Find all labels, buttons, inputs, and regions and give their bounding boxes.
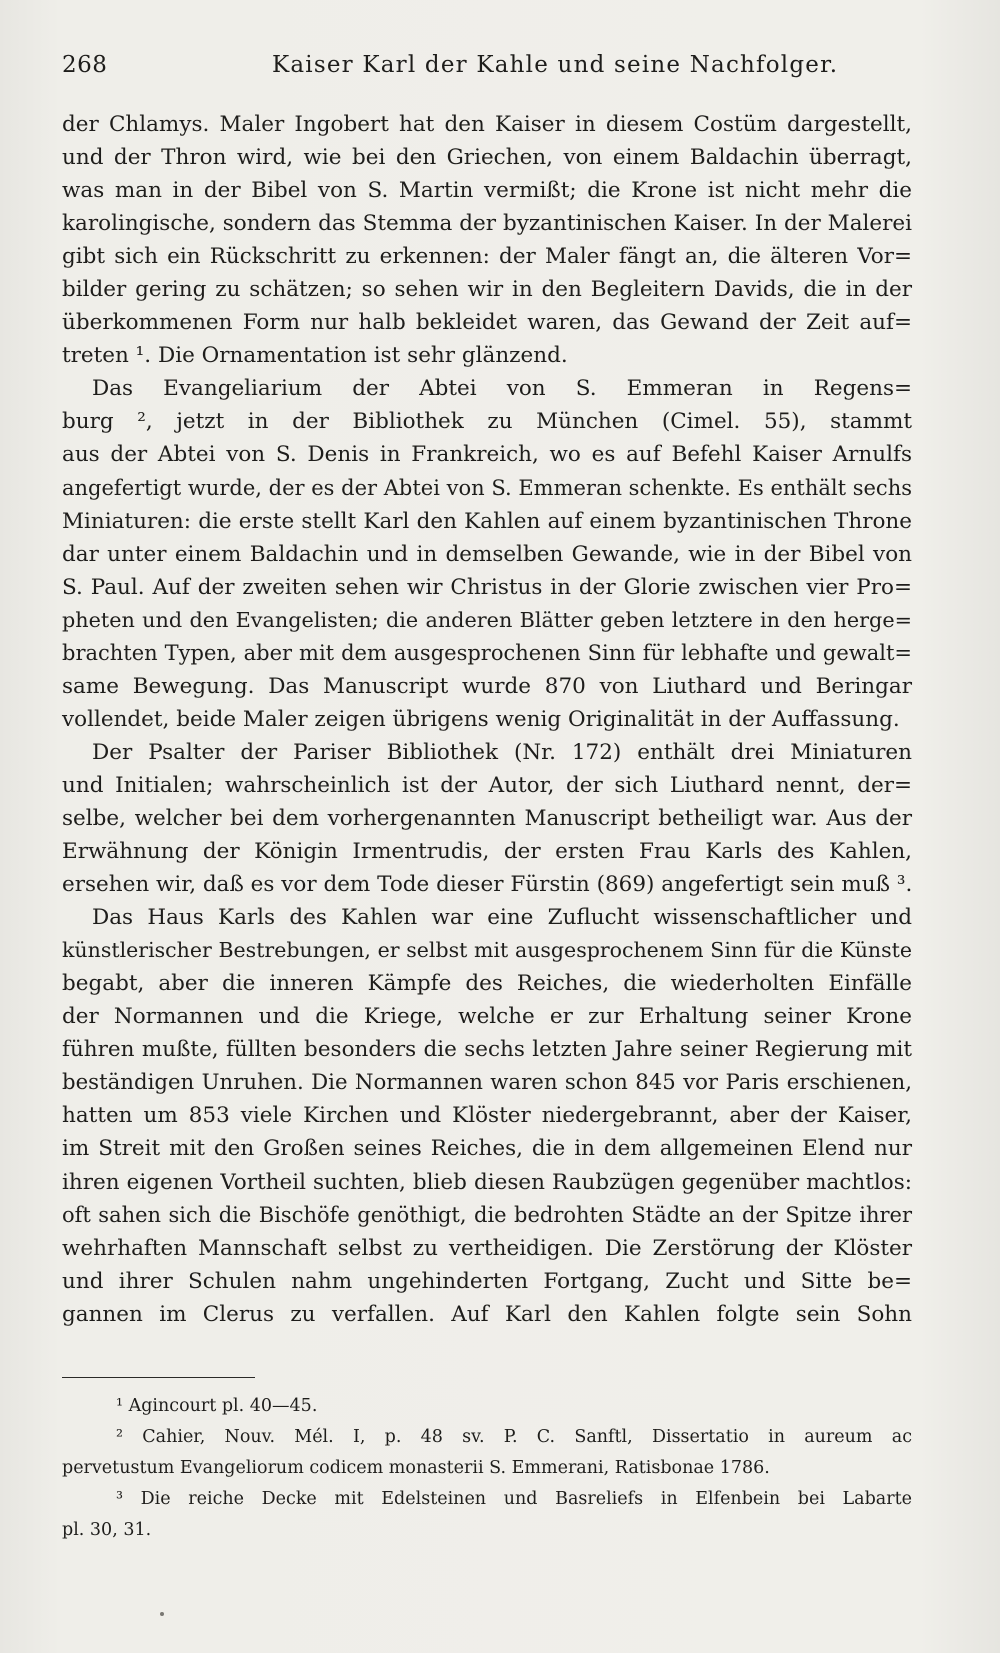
text-line: künstlerischer Bestrebungen, er selbst mit ausgesprochenem Sinn für die Künste [62,938,912,963]
footnote-line: pervetustum Evangeliorum codicem monasterii S. Emmerani, Ratisbonae 1786. [62,1458,770,1478]
text-line: treten ¹. Die Ornamentation ist sehr glänzend. [62,343,568,369]
text-line: ersehen wir, daß es vor dem Tode dieser Fürstin (869) angefertigt sein muß ³. [62,872,913,898]
page-header [62,52,912,86]
footnotes [62,1391,912,1546]
text-line: was man in der Bibel von S. Martin vermißt; die Krone ist nicht mehr die [62,178,912,204]
body-text [62,108,912,1331]
text-line: S. Paul. Auf der zweiten sehen wir Christus in der Glorie zwischen vier Pro= [62,574,912,600]
text-line: wehrhaften Mannschaft selbst zu vertheidigen. Die Zerstörung der Klöster [62,1235,912,1261]
text-line: angefertigt wurde, der es der Abtei von S. Emmeran schenkte. Es enthält sechs [62,475,912,500]
text-line: und ihrer Schulen nahm ungehinderten Fortgang, Zucht und Sitte be= [62,1268,912,1294]
text-line: gannen im Clerus zu verfallen. Auf Karl den Kahlen folgte sein Sohn [62,1301,912,1327]
text-line: und der Thron wird, wie bei den Griechen, von einem Baldachin überragt, [62,145,912,171]
running-title: Kaiser Karl der Kahle und seine Nachfolger. [272,52,839,78]
footnote-separator [62,1377,255,1378]
text-line: der Normannen und die Kriege, welche er zur Erhaltung seiner Krone [62,1004,912,1030]
text-line: pheten und den Evangelisten; die anderen Blätter geben letztere in den herge= [62,607,912,632]
page-number: 268 [62,52,108,78]
text-line: Der Psalter der Pariser Bibliothek (Nr. 172) enthält drei Miniaturen [92,739,912,765]
footnote-line: ³ Die reiche Decke mit Edelsteinen und Basreliefs in Elfenbein bei Labarte [116,1489,912,1509]
text-line: beständigen Unruhen. Die Normannen waren schon 845 vor Paris erschienen, [62,1070,912,1096]
text-line: karolingische, sondern das Stemma der byzantinischen Kaiser. In der Malerei [62,211,912,237]
text-line: führen mußte, füllten besonders die sechs letzten Jahre seiner Regierung mit [62,1037,912,1063]
text-line: ihren eigenen Vortheil suchten, blieb diesen Raubzügen gegenüber machtlos: [62,1169,912,1195]
text-line: aus der Abtei von S. Denis in Frankreich, wo es auf Befehl Kaiser Arnulfs [62,442,912,468]
text-line: Miniaturen: die erste stellt Karl den Kahlen auf einem byzantinischen Throne [62,508,912,534]
footnote-line: pl. 30, 31. [62,1520,152,1540]
footnote-line: ² Cahier, Nouv. Mél. I, p. 48 sv. P. C. Sanftl, Dissertatio in aureum ac [116,1427,912,1447]
text-line: hatten um 853 viele Kirchen und Klöster niedergebrannt, aber der Kaiser, [62,1103,912,1129]
text-line: Das Evangeliarium der Abtei von S. Emmeran in Regens= [92,376,912,402]
text-line: bilder gering zu schätzen; so sehen wir in den Begleitern Davids, die in der [62,277,912,303]
text-line: gibt sich ein Rückschritt zu erkennen: der Maler fängt an, die älteren Vor= [62,244,912,270]
text-line: begabt, aber die inneren Kämpfe des Reiches, die wiederholten Einfälle [62,971,912,997]
text-line: im Streit mit den Großen seines Reiches, die in dem allgemeinen Elend nur [62,1136,912,1162]
text-line: Erwähnung der Königin Irmentrudis, der ersten Frau Karls des Kahlen, [62,839,912,865]
text-line: überkommenen Form nur halb bekleidet waren, das Gewand der Zeit auf= [62,310,912,336]
text-line: vollendet, beide Maler zeigen übrigens wenig Originalität in der Auffassung. [62,706,900,732]
footnote-line: ¹ Agincourt pl. 40—45. [116,1396,318,1416]
text-line: Das Haus Karls des Kahlen war eine Zuflucht wissenschaftlicher und [92,905,912,931]
text-line: und Initialen; wahrscheinlich ist der Autor, der sich Liuthard nennt, der= [62,772,912,798]
text-line: dar unter einem Baldachin und in demselben Gewande, wie in der Bibel von [62,541,912,567]
text-line: selbe, welcher bei dem vorhergenannten Manuscript betheiligt war. Aus der [62,805,912,831]
text-line: oft sahen sich die Bischöfe genöthigt, die bedrohten Städte an der Spitze ihrer [62,1202,912,1227]
paper-speck [160,1612,164,1616]
text-line: brachten Typen, aber mit dem ausgesprochenen Sinn für lebhafte und gewalt= [62,640,912,665]
text-line: same Bewegung. Das Manuscript wurde 870 von Liuthard und Beringar [62,673,912,699]
text-line: der Chlamys. Maler Ingobert hat den Kaiser in diesem Costüm dargestellt, [62,112,912,137]
text-line: burg ², jetzt in der Bibliothek zu München (Cimel. 55), stammt [62,409,912,435]
